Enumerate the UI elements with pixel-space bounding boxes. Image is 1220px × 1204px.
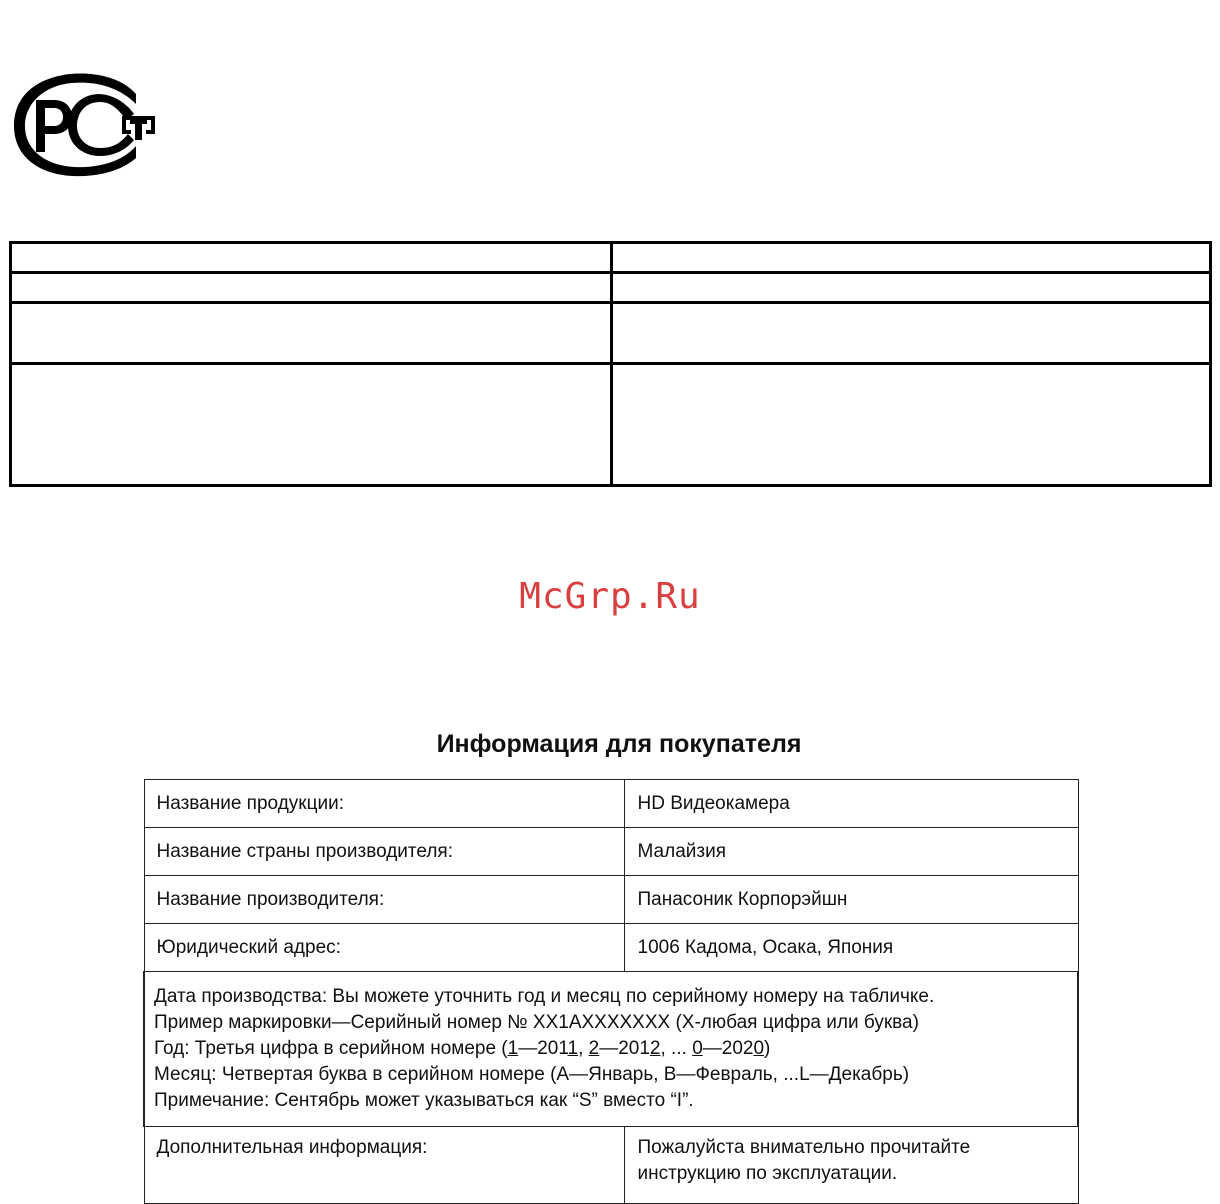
separator: , ... <box>660 1038 693 1059</box>
manufacturer-label: Название производителя: <box>144 876 624 924</box>
table-row <box>144 780 1078 828</box>
rst-certification-logo-icon <box>10 70 160 180</box>
table-cell <box>11 364 612 486</box>
product-name-label: Название продукции: <box>144 780 624 828</box>
table-row <box>144 876 1078 924</box>
table-row <box>144 924 1078 972</box>
additional-info-value <box>624 1127 1078 1204</box>
product-name-value: HD Видеокамера <box>624 780 1078 828</box>
table-row <box>144 828 1078 876</box>
table-row <box>11 364 1211 486</box>
year-text: —201 <box>599 1038 650 1059</box>
additional-info-label: Дополнительная информация: <box>144 1127 624 1204</box>
year-prefix: Год: Третья цифра в серийном номере ( <box>154 1038 508 1059</box>
year-digit: 2 <box>649 1038 661 1059</box>
table-cell <box>612 364 1211 486</box>
production-date-line: Дата производства: Вы можете уточнить год и месяц по серийному номеру на табличке. <box>154 986 935 1007</box>
blank-form-table <box>9 241 1212 487</box>
table-cell <box>612 273 1211 303</box>
marking-example-line: Пример маркировки—Серийный номер № XX1AXXXXXXX (X-любая цифра или буква) <box>154 1012 919 1033</box>
table-cell <box>11 303 612 364</box>
table-row <box>11 303 1211 364</box>
page-title: Информация для покупателя <box>436 730 802 758</box>
year-suffix: ) <box>764 1038 771 1059</box>
country-value: Малайзия <box>624 828 1078 876</box>
manufacturer-value: Панасоник Корпорэйшн <box>624 876 1078 924</box>
month-line: Месяц: Четвертая буква в серийном номере (A—Январь, B—Февраль, ...L—Декабрь) <box>154 1064 910 1085</box>
year-digit: 1 <box>507 1038 519 1059</box>
table-cell <box>612 303 1211 364</box>
year-text: —202 <box>702 1038 754 1059</box>
table-cell <box>11 273 612 303</box>
separator: , <box>578 1038 589 1059</box>
additional-info-line: Пожалуйста внимательно прочитайте <box>637 1137 971 1158</box>
table-cell <box>612 243 1211 273</box>
year-digit: 0 <box>692 1038 703 1059</box>
year-digit: 0 <box>753 1038 765 1059</box>
table-row <box>144 1127 1078 1204</box>
buyer-info-table <box>143 779 1079 1204</box>
table-row <box>144 972 1078 1127</box>
year-text: —201 <box>518 1038 568 1059</box>
table-cell <box>11 243 612 273</box>
note-line: Примечание: Сентябрь может указываться как “S” вместо “I”. <box>154 1090 694 1111</box>
additional-info-line: инструкцию по эксплуатации. <box>637 1163 898 1184</box>
year-digit: 1 <box>567 1038 579 1059</box>
watermark: McGrp.Ru <box>519 576 701 617</box>
country-label: Название страны производителя: <box>144 828 624 876</box>
legal-address-label: Юридический адрес: <box>144 924 624 972</box>
year-line <box>154 1036 1069 1062</box>
table-row <box>11 273 1211 303</box>
year-digit: 2 <box>588 1038 600 1059</box>
table-row <box>11 243 1211 273</box>
legal-address-value: 1006 Кадома, Осака, Япония <box>624 924 1078 972</box>
production-date-block <box>144 972 1078 1127</box>
